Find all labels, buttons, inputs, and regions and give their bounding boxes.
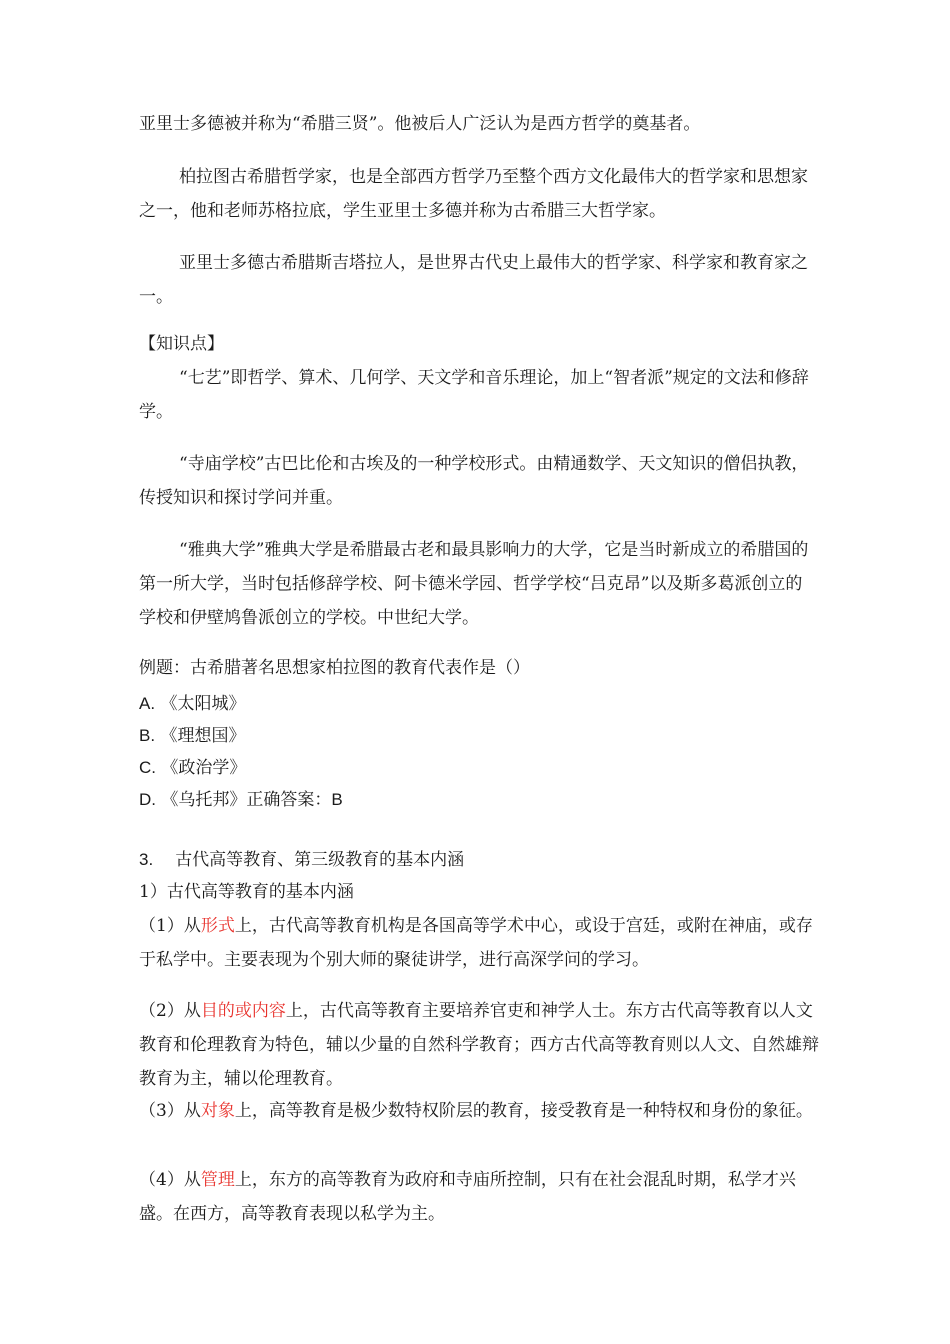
answer-letter: B <box>331 790 343 809</box>
option-text: 《政治学》 <box>161 758 247 778</box>
item-text: 上，古代高等教育机构是各国高等学术中心，或设于宫廷，或附在神庙，或存于私学中。主要表现为个别大师的聚徒讲学，进行高深学问的学习。 <box>139 916 813 970</box>
knowledge-seven-arts: “七艺”即哲学、算术、几何学、天文学和音乐理论，加上“智者派”规定的文法和修辞学。 <box>139 368 809 422</box>
option-letter: D. <box>139 790 156 809</box>
option-d <box>139 783 819 817</box>
item-management <box>139 1163 819 1231</box>
knowledge-heading: 【知识点】 <box>139 334 224 354</box>
item-form <box>139 909 819 977</box>
section3-heading <box>139 843 819 877</box>
example-question: 例题：古希腊著名思想家柏拉图的教育代表作是（） <box>139 658 530 678</box>
paragraph-aristotle: 亚里士多德古希腊斯吉塔拉人，是世界古代史上最伟大的哲学家、科学家和教育家之一。 <box>139 253 808 307</box>
option-text: 《理想国》 <box>160 726 246 746</box>
item-text: 上，高等教育是极少数特权阶层的教育，接受教育是一种特权和身份的象征。 <box>234 1101 813 1121</box>
item-number: （1） <box>139 916 184 936</box>
option-text: 《太阳城》 <box>160 694 246 714</box>
item-purpose <box>139 994 819 1096</box>
item-number: （4） <box>139 1170 184 1190</box>
option-letter: A. <box>139 694 156 713</box>
paragraph-plato: 柏拉图古希腊哲学家，也是全部西方哲学乃至整个西方文化最伟大的哲学家和思想家之一，他和老师苏格拉底，学生亚里士多德并称为古希腊三大哲学家。 <box>139 167 808 221</box>
answer-label: 正确答案： <box>246 790 332 810</box>
option-b <box>139 719 819 753</box>
option-text: 《乌托邦》 <box>161 790 247 810</box>
item-prefix: 从 <box>183 1170 201 1190</box>
highlight-term: 目的或内容 <box>200 1001 286 1021</box>
subsection-1: 1）古代高等教育的基本内涵 <box>139 882 354 902</box>
item-text: 上，古代高等教育主要培养官吏和神学人士。东方古代高等教育以人文教育和伦理教育为特色，辅以少量的自然科学教育；西方古代高等教育则以人文、自然雄辩教育为主，辅以伦理教育。 <box>139 1001 819 1089</box>
highlight-term: 对象 <box>200 1101 235 1121</box>
item-prefix: 从 <box>183 1101 201 1121</box>
option-a <box>139 687 819 721</box>
option-letter: C. <box>139 758 156 777</box>
section-title: 古代高等教育、第三级教育的基本内涵 <box>175 850 465 870</box>
option-c <box>139 751 819 785</box>
item-prefix: 从 <box>183 916 201 936</box>
item-text: 上，东方的高等教育为政府和寺庙所控制，只有在社会混乱时期，私学才兴盛。在西方，高等教育表现以私学为主。 <box>139 1170 796 1224</box>
highlight-term: 形式 <box>200 916 235 936</box>
highlight-term: 管理 <box>200 1170 235 1190</box>
item-object <box>139 1094 819 1128</box>
knowledge-athens-university: “雅典大学”雅典大学是希腊最古老和最具影响力的大学，它是当时新成立的希腊国的第一所大学，当时包括修辞学校、阿卡德米学园、哲学学校“吕克昂”以及斯多葛派创立的学校和伊壁鸠鲁派创立的学校。中世纪大学。 <box>139 540 809 628</box>
item-prefix: 从 <box>183 1001 201 1021</box>
item-number: （3） <box>139 1101 184 1121</box>
paragraph-intro: 亚里士多德被并称为“希腊三贤”。他被后人广泛认为是西方哲学的奠基者。 <box>139 114 701 134</box>
item-number: （2） <box>139 1001 184 1021</box>
option-letter: B. <box>139 726 156 745</box>
knowledge-temple-school: “寺庙学校”古巴比伦和古埃及的一种学校形式。由精通数学、天文知识的僧侣执教，传授知识和探讨学问并重。 <box>139 454 809 508</box>
section-number: 3. <box>139 850 154 869</box>
